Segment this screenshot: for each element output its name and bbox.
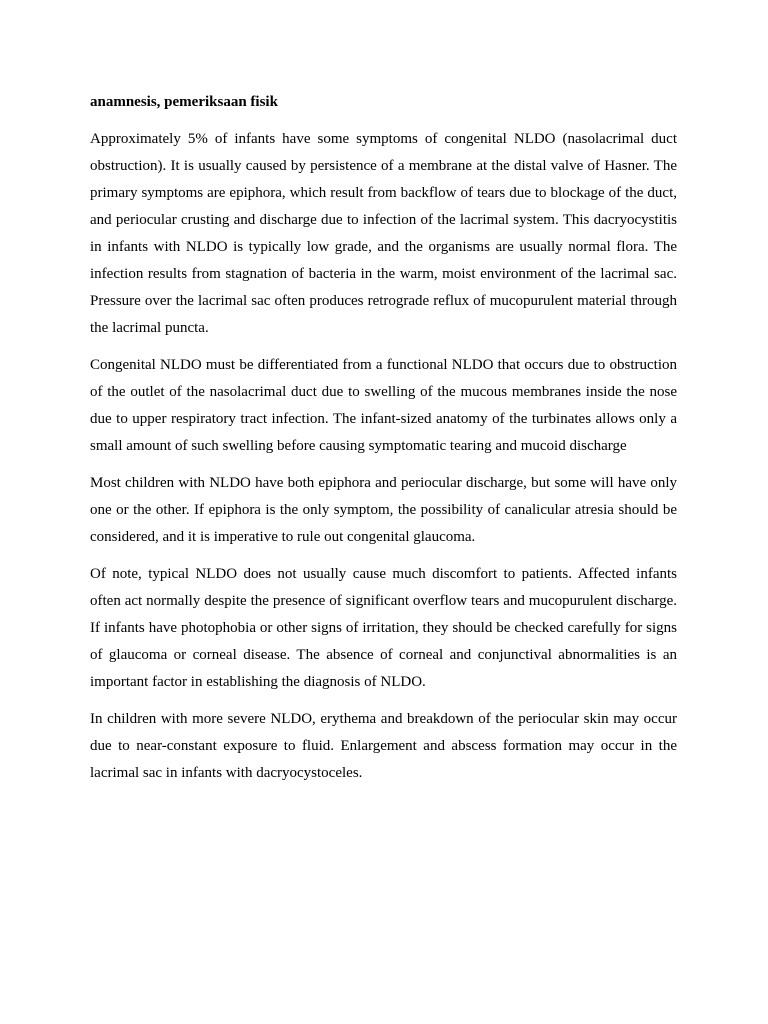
paragraph-discomfort-note: Of note, typical NLDO does not usually cause much discomfort to patients. Affected infants often act normally despite the presence of significant overflow tears and mucopurulent discharge. If infants have photophobia or other signs of irritation, they should be checked carefully for signs of glaucoma or corneal disease. The absence of corneal and conjunctival abnormalities is an important factor in establishing the diagnosis of NLDO. xyxy=(90,566,677,690)
document-body xyxy=(90,89,677,797)
paragraph-severe-cases: In children with more severe NLDO, erythema and breakdown of the periocular skin may occur due to near-constant exposure to fluid. Enlargement and abscess formation may occur in the lacrimal sac in infants with dacryocystoceles. xyxy=(90,711,677,781)
paragraph-symptoms: Most children with NLDO have both epiphora and periocular discharge, but some will have only one or the other. If epiphora is the only symptom, the possibility of canalicular atresia should be considered, and it is imperative to rule out congenital glaucoma. xyxy=(90,475,677,545)
paragraph-differential-diagnosis: Congenital NLDO must be differentiated from a functional NLDO that occurs due to obstruction of the outlet of the nasolacrimal duct due to swelling of the mucous membranes inside the nose due to upper respiratory tract infection. The infant-sized anatomy of the turbinates allows only a small amount of such swelling before causing symptomatic tearing and mucoid discharge xyxy=(90,357,677,454)
section-heading: anamnesis, pemeriksaan fisik xyxy=(90,94,278,110)
paragraph-epidemiology: Approximately 5% of infants have some symptoms of congenital NLDO (nasolacrimal duct obstruction). It is usually caused by persistence of a membrane at the distal valve of Hasner. The primary symptoms are epiphora, which result from backflow of tears due to blockage of the duct, and periocular crusting and discharge due to infection of the lacrimal system. This dacryocystitis in infants with NLDO is typically low grade, and the organisms are usually normal flora. The infection results from stagnation of bacteria in the warm, moist environment of the lacrimal sac. Pressure over the lacrimal sac often produces retrograde reflux of mucopurulent material through the lacrimal puncta. xyxy=(90,131,677,336)
